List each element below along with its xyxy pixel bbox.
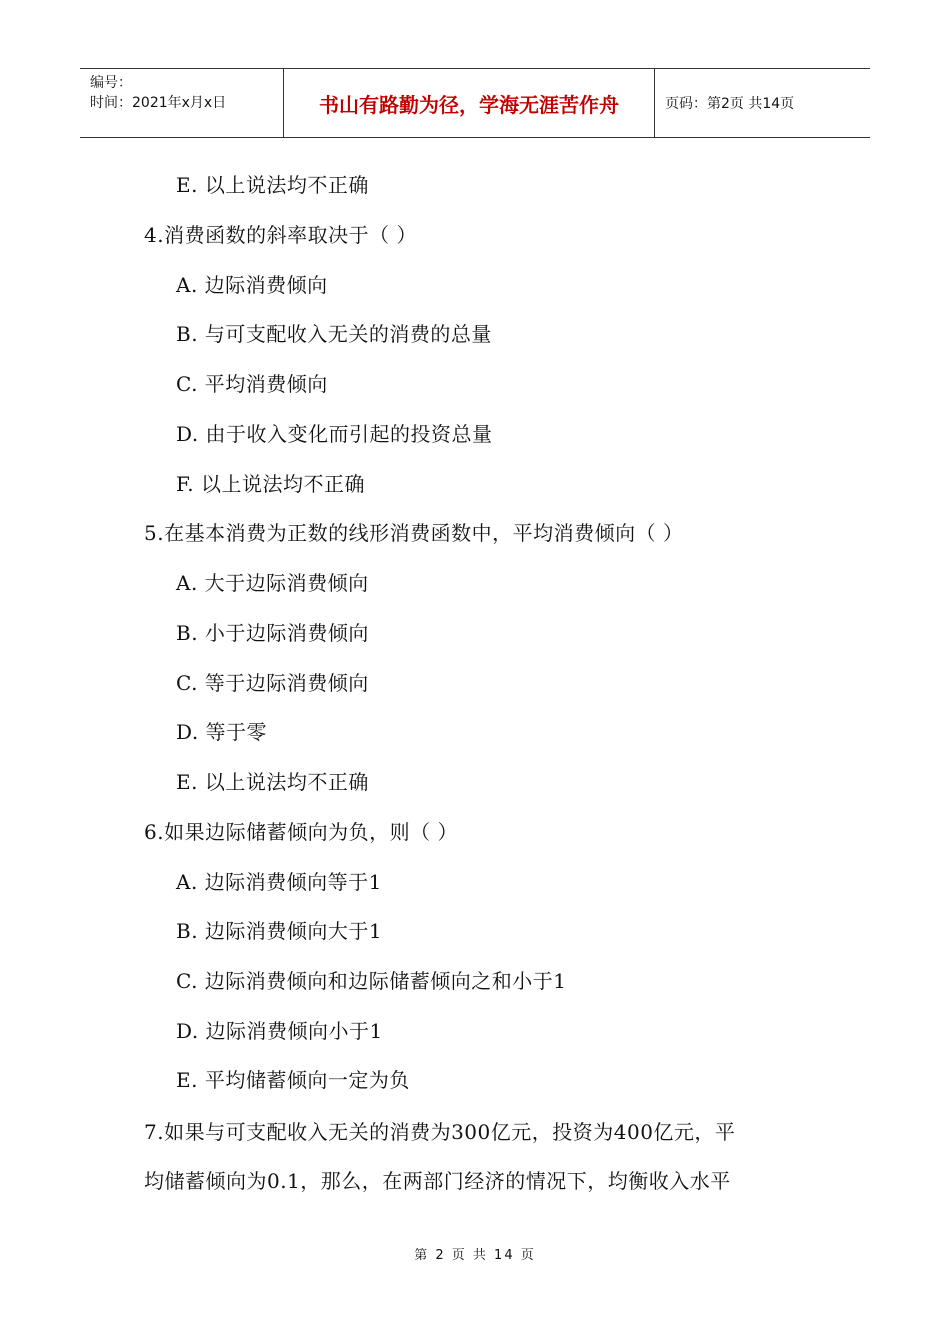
document-number-label: 编号： — [90, 75, 132, 91]
option-c-q5: C. 等于边际消费倾向 — [176, 671, 369, 695]
option-c-q6: C. 边际消费倾向和边际储蓄倾向之和小于1 — [176, 969, 567, 993]
document-time-label: 时间：2021年x月x日 — [90, 95, 227, 111]
option-f-q4: F. 以上说法均不正确 — [176, 472, 365, 496]
header-meta — [80, 69, 283, 137]
option-d-q5: D. 等于零 — [176, 720, 268, 744]
question-7-line-2: 均储蓄倾向为0.1，那么，在两部门经济的情况下，均衡收入水平 — [144, 1169, 731, 1193]
option-e-q5: E. 以上说法均不正确 — [176, 770, 369, 794]
option-e-q3: E. 以上说法均不正确 — [176, 173, 369, 197]
option-d-q6: D. 边际消费倾向小于1 — [176, 1019, 383, 1043]
header-page-number: 页码：第2页 共14页 — [665, 96, 795, 112]
option-e-q6: E. 平均储蓄倾向一定为负 — [176, 1068, 410, 1092]
option-b-q4: B. 与可支配收入无关的消费的总量 — [176, 322, 492, 346]
option-a-q4: A. 边际消费倾向 — [176, 273, 328, 297]
question-6: 6.如果边际储蓄倾向为负，则（ ） — [144, 820, 458, 844]
option-c-q4: C. 平均消费倾向 — [176, 372, 328, 396]
option-d-q4: D. 由于收入变化而引起的投资总量 — [176, 422, 493, 446]
question-4: 4.消费函数的斜率取决于（ ） — [144, 223, 417, 247]
page-footer: 第 2 页 共 14 页 — [414, 1248, 536, 1263]
question-7-line-1: 7.如果与可支配收入无关的消费为300亿元，投资为400亿元，平 — [144, 1120, 736, 1144]
header-motto: 书山有路勤为径，学海无涯苦作舟 — [283, 69, 655, 137]
option-a-q6: A. 边际消费倾向等于1 — [176, 870, 382, 894]
option-a-q5: A. 大于边际消费倾向 — [176, 571, 369, 595]
option-b-q5: B. 小于边际消费倾向 — [176, 621, 369, 645]
option-b-q6: B. 边际消费倾向大于1 — [176, 919, 383, 943]
question-5: 5.在基本消费为正数的线形消费函数中，平均消费倾向（ ） — [144, 521, 684, 545]
page-header — [80, 68, 870, 138]
